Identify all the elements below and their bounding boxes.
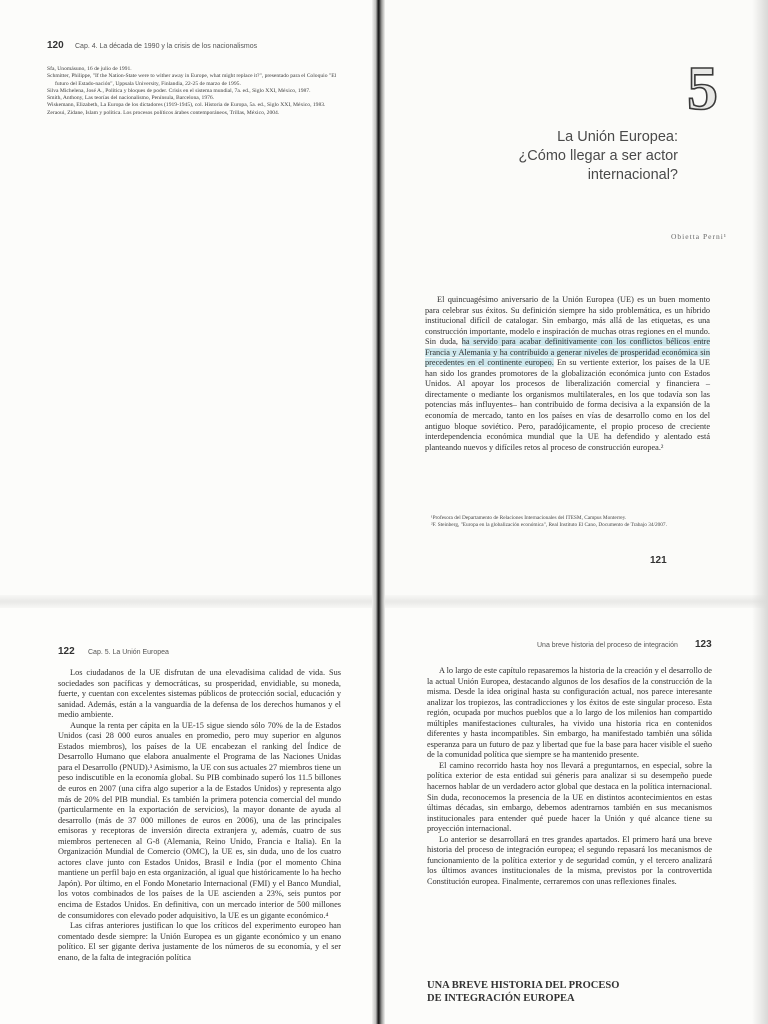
body-text	[427, 666, 712, 887]
bibliography-entry: Wiskemann, Elizabeth, La Europa de los dictadores (1919-1945), col. Historia de Europa, 5a. ed., Siglo XXI, México, 1983.	[47, 102, 326, 109]
paragraph: El camino recorrido hasta hoy nos llevará a preguntarnos, en especial, sobre la política exterior de esta entidad sui géneris para analizar si su desempeño puede hacernos hablar de un verdadero actor global que destaca en la política internacional. Sin duda, reconocemos la presencia de la UE en distintos acontecimientos en estas últimas décadas, sin embargo, debemos adentrarnos también en sus mecanismos institucionales para entender qué puede hacer la Unión y qué alcance tiene su proyección internacional.	[427, 760, 712, 834]
paragraph: Aunque la renta per cápita en la UE-15 sigue siendo sólo 70% de la de Estados Unidos (casi 28 000 euros anuales en promedio, pero muy superior en algunos Estados miembros), los países de la UE encabezan el ranking del Índice de Desarrollo Humano que elabora anualmente el Programa de las Naciones Unidas para el Desarrollo (PNUD).³ Asimismo, la UE con sus actuales 27 miembros tiene un peso indiscutible en la economía global. Su PIB combinado superó los 11.5 billones de euros en 2007 (una cifra algo superior a la de Estados Unidos) y representa algo más de 20% del PIB mundial. Es también la primera potencia comercial del mundo (particularmente en la exportación de servicios), la mayor donante de ayuda al desarrollo (más de 37 000 millones de euros en 2006), una de las principales emisoras y receptoras de inversión directa extranjera y, además, cuatro de sus miembros pertenecen al G-8 (Alemania, Reino Unido, Francia e Italia). En la Organización Mundial de Comercio (OMC), la UE es, sin duda, uno de los cuatro actores clave junto con Estados Unidos, Brasil e India (por el momento China mantiene un perfil bajo en esta organización, al igual que históricamente lo ha hecho Japón). Por último, en el Fondo Monetario Internacional (FMI) y el Banco Mundial, los votos combinados de los países de la UE ascienden a 23%, seis puntos por encima de Estados Unidos. En definitiva, con un mercado interior de 500 millones de consumidores con elevado poder adquisitivo, la UE es un gigante económico.⁴	[58, 720, 341, 920]
paragraph: Lo anterior se desarrollará en tres grandes apartados. El primero hará una breve historia del proceso de integración europea; el segundo repasará los mecanismos de funcionamiento de la política exterior y de seguridad común, y el tercero analizará los últimos avances institucionales de la misma, previstos por la controvertida Constitución europea. Finalmente, cerraremos con unas reflexiones finales.	[427, 834, 712, 886]
chapter-number: 5	[687, 55, 718, 123]
bibliography-entry: Sfa, Unomásuno, 16 de julio de 1991.	[47, 66, 132, 72]
chapter-title	[418, 128, 678, 185]
bibliography-entry: Silva Michelena, José A., Política y bloques de poder. Crisis en el sistema mundial, 7a. ed., Siglo XXI, México, 1987.	[47, 87, 311, 94]
book-spine-shadow	[372, 0, 385, 1024]
bibliography-list	[47, 66, 347, 117]
paragraph: A lo largo de este capítulo repasaremos la historia de la creación y el desarrollo de la actual Unión Europea, destacando algunos de los desafíos de la construcción de la misma. Desde la idea original hasta su configuración actual, nos parece interesante analizar los tropiezos, las contradicciones y los éxitos de este singular proceso. Esta región, ocupada por muchos pueblos que a lo largo de los milenios han compartido múltiples manifestaciones culturales, ha vivido una historia rica en contenidos diferentes y hasta incompatibles. Sin embargo, ha manifestado también una sólida esperanza para un futuro de paz y libertad que fue la base para hacer visible el sueño de la comunidad política que siempre se ha mantenido presente.	[427, 666, 712, 760]
section-heading: UNA BREVE HISTORIA DEL PROCESO DE INTEGRACIÓN EUROPEA	[427, 980, 620, 1004]
bibliography-entry: Schmitter, Philippe, "If the Nation-State were to wither away in Europe, what might replace it?", presentado para el Coloquio "El futuro del Estado-nación", Uppsala University, Finlandia, 22-25 de marzo de 1995.	[47, 73, 337, 87]
bibliography-entry: Smith, Anthony, Las teorías del nacionalismo, Península, Barcelona, 1976.	[47, 95, 215, 102]
paragraph: Los ciudadanos de la UE disfrutan de una elevadísima calidad de vida. Sus sociedades son pacíficas y democráticas, su prosperidad, envidiable, su moneda, fuerte, y cuentan con excelentes sistemas públicos de protección social, educación y sanidad. Además, están a la vanguardia de la defensa de los derechos humanos y el medio ambiente.	[58, 668, 341, 720]
page-120	[0, 0, 372, 595]
running-head: Una breve historia del proceso de integración	[537, 642, 678, 649]
chapter-title-line: ¿Cómo llegar a ser actor	[518, 148, 678, 164]
bibliography-entry: Zeraoui, Zidane, Islam y política. Los procesos políticos árabes contemporáneos, Trillas, México, 2004.	[47, 109, 280, 116]
page-121	[385, 0, 768, 595]
intro-paragraph	[425, 295, 710, 453]
page-123	[385, 608, 768, 1024]
chapter-title-line: internacional?	[587, 167, 678, 183]
paragraph-text: El quincuagésimo aniversario de la Unión Europea (UE) es un buen momento para celebrar sus éxitos. Su definición siempre ha sido problemática, es un híbrido institucional difícil de catalogar. Sin embargo, más allá de las etiquetas, es una construcción importante, modelo e inspiración de muchas otras regiones en el mundo. Sin duda,	[425, 295, 711, 347]
running-head: Cap. 4. La década de 1990 y la crisis de los nacionalismos	[75, 43, 258, 50]
page-number: 120	[47, 40, 64, 51]
running-head: Cap. 5. La Unión Europea	[88, 649, 169, 656]
page-number: 121	[650, 555, 667, 566]
chapter-author: Obietta Perni¹	[671, 232, 728, 241]
highlighted-text: ha servido para acabar definitivamente con los conflictos bélicos entre Francia y Alemania y ha contribuido a generar niveles de prosperidad económica sin precedentes en el continente europeo.	[425, 337, 710, 368]
page-122	[0, 608, 372, 1024]
body-text	[58, 668, 341, 963]
page-number: 123	[695, 639, 712, 650]
footnote: ¹Profesora del Departamento de Relaciones Internacionales del ITESM, Campus Monterrey.	[431, 515, 627, 521]
paragraph-text: En su vertiente exterior, los países de la UE han sido los grandes promotores de la globalización económica junto con Estados Unidos. Al apoyar los procesos de liberalización comercial y financiera –directamente o mediante los organismos multilaterales, en los que todavía son las potencias más influyentes– han contribuido de forma decisiva a la expansión de la economía de mercado, tanto en los países en vías de desarrollo como en los del antiguo bloque soviético. Pero, paradójicamente, el propio proceso de creciente interdependencia económica mundial que la UE ha defendido y alentado está planteando nuevos y difíciles retos al proceso de construcción europea.²	[425, 358, 710, 452]
footnote: ²F. Steinberg, "Europa en la globalización económica", Real Instituto El Cano, Documento de Trabajo 34/2007.	[431, 521, 667, 528]
scan-edge-shadow	[752, 0, 768, 1024]
paragraph: Las cifras anteriores justifican lo que los críticos del experimento europeo han comentado desde siempre: la Unión Europea es un gigante económico y un enano político. El ser gigante deriva justamente de los números de su economía, y el ser enano, de la falta de integración política	[58, 921, 341, 962]
chapter-title-line: La Unión Europea:	[557, 129, 678, 145]
page-number: 122	[58, 646, 75, 657]
footnotes	[425, 515, 715, 528]
